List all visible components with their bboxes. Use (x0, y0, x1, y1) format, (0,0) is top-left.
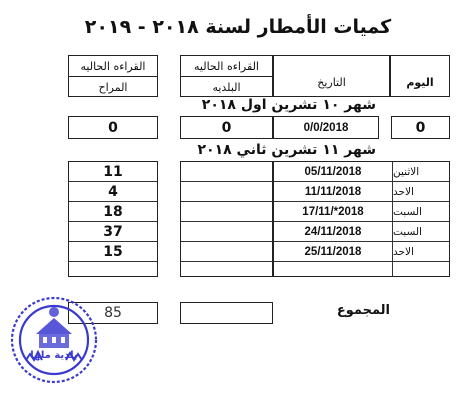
month-11-row-value: 15 (69, 242, 157, 262)
month-11-row-value: 18 (69, 202, 157, 222)
header-ministry-box (68, 55, 158, 97)
page-title: كميات الأمطار لسنة ٢٠١٨ - ٢٠١٩ (84, 16, 392, 38)
month-11-date-column (274, 162, 393, 276)
month-11-municipality-cell (181, 182, 272, 202)
municipality-seal-icon (6, 290, 102, 386)
month-11-row-value: 37 (69, 222, 157, 242)
month-11-row-value: 4 (69, 182, 157, 202)
month-11-row-value: 11 (69, 162, 157, 182)
month-11-row-day: الاثنين (393, 162, 449, 182)
month-11-municipality-column (180, 161, 273, 277)
month-11-day-column (393, 162, 449, 276)
total-value: 85 (68, 302, 158, 324)
month-11-municipality-cell (181, 222, 272, 242)
month-10-ministry-value: 0 (68, 116, 158, 139)
month-11-municipality-cell (181, 202, 272, 222)
month-11-ministry-column (68, 161, 158, 277)
header-day: اليوم (390, 55, 450, 97)
month-11-row-day: الاحد (393, 182, 449, 202)
seal-text: بلدية ملها (30, 350, 78, 361)
month-11-row-day: السبت (393, 222, 449, 242)
month-10-label: شهر ١٠ تشرين اول ٢٠١٨ (201, 97, 376, 113)
month-11-row-day: الاحد (393, 242, 449, 262)
month-11-row-date: 11/11/2018 (274, 182, 392, 202)
month-11-row-day-empty (393, 262, 449, 280)
month-10-day-value: 0 (391, 116, 450, 139)
header-ministry-label: المراح (98, 80, 128, 94)
header-municipality-reading: القراءه الحاليه (181, 56, 272, 77)
month-11-row-date: 17/11/*2018 (274, 202, 392, 222)
month-11-row-date: 25/11/2018 (274, 242, 392, 262)
total-municipality-box (180, 302, 273, 324)
month-11-row-date-empty (274, 262, 392, 280)
total-label: المجموع (336, 303, 390, 318)
month-10-date: 0/0/2018 (273, 116, 379, 139)
month-11-date-day-table (273, 161, 450, 277)
month-10-municipality-value: 0 (180, 116, 273, 139)
month-11-row-date: 05/11/2018 (274, 162, 392, 182)
header-date: التاريخ (273, 55, 390, 97)
header-municipality-box (180, 55, 273, 97)
month-11-municipality-cell (181, 262, 272, 280)
month-11-municipality-cell (181, 162, 272, 182)
month-11-label: شهر ١١ تشرين ثاني ٢٠١٨ (197, 142, 376, 158)
header-ministry-reading: القراءه الحاليه (69, 56, 157, 77)
header-municipality-label: البلديه (212, 80, 241, 94)
month-11-municipality-cell (181, 242, 272, 262)
month-11-row-empty (69, 262, 157, 280)
month-11-row-day: السبت (393, 202, 449, 222)
month-11-row-date: 24/11/2018 (274, 222, 392, 242)
